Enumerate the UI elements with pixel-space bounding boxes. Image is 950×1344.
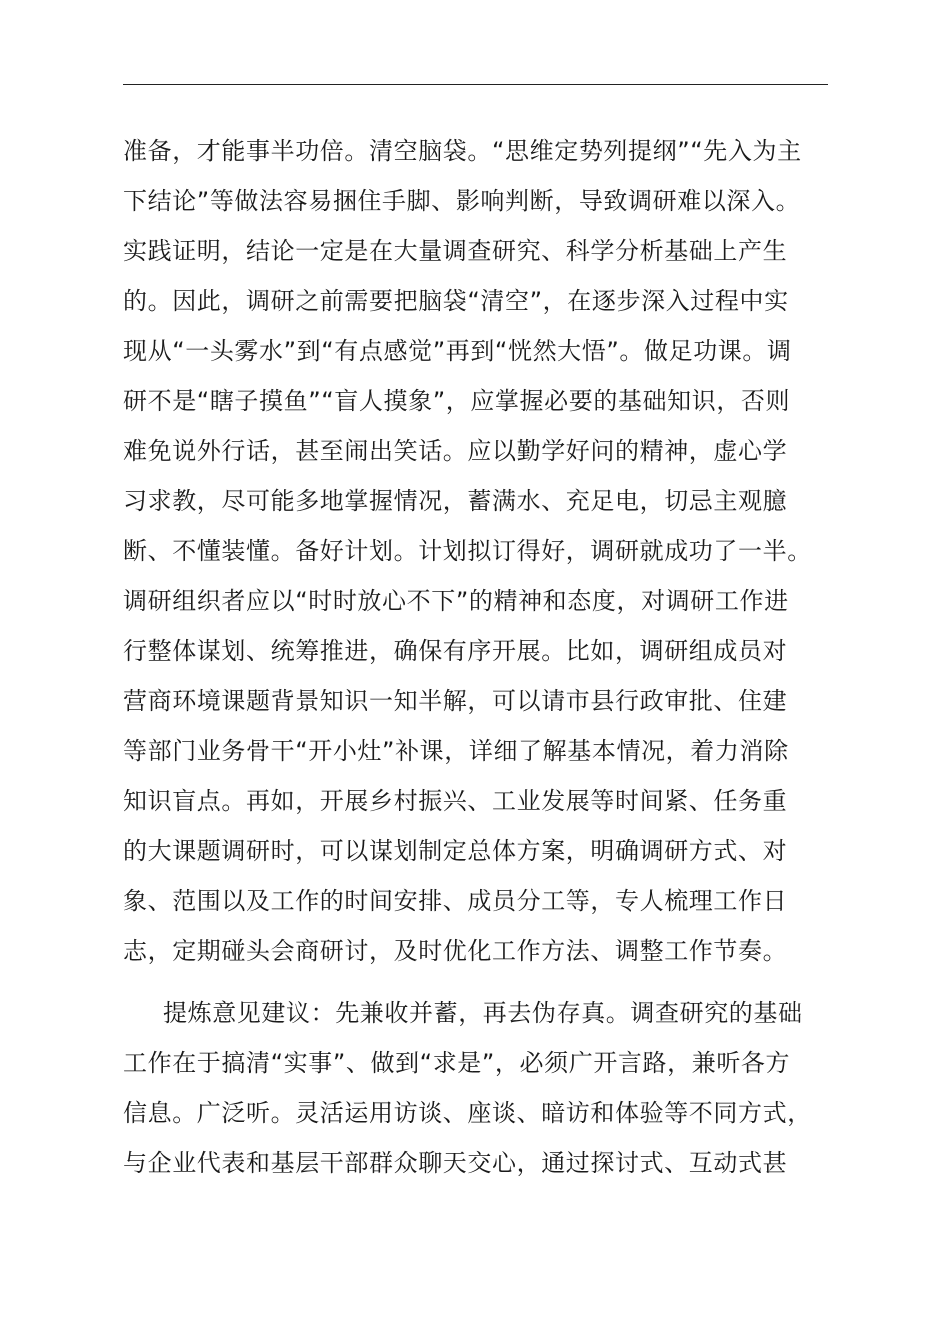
text-line: 准备，才能事半功倍。清空脑袋。“思维定势列提纲”“先入为主 <box>123 137 802 165</box>
paragraph-2 <box>123 988 853 1188</box>
text-line-indented: 提炼意见建议：先兼收并蓄，再去伪存真。调查研究的基础 <box>163 999 803 1027</box>
text-line: 行整体谋划、统筹推进，确保有序开展。比如，调研组成员对 <box>123 637 788 665</box>
text-line: 调研组织者应以“时时放心不下”的精神和态度，对调研工作进 <box>123 587 789 615</box>
text-line: 下结论”等做法容易捆住手脚、影响判断，导致调研难以深入。 <box>123 187 801 215</box>
text-line: 研不是“瞎子摸鱼”“盲人摸象”，应掌握必要的基础知识，否则 <box>123 387 791 415</box>
document-body <box>123 126 853 1188</box>
text-line: 志，定期碰头会商研讨，及时优化工作方法、调整工作节奏。 <box>123 937 788 965</box>
header-rule <box>123 84 828 85</box>
text-line: 营商环境课题背景知识一知半解，可以请市县行政审批、住建 <box>123 687 788 715</box>
text-line: 等部门业务骨干“开小灶”补课，详细了解基本情况，着力消除 <box>123 737 789 765</box>
text-line: 现从“一头雾水”到“有点感觉”再到“恍然大悟”。做足功课。调 <box>123 337 792 365</box>
paragraph-1 <box>123 126 853 976</box>
text-line: 的。因此，调研之前需要把脑袋“清空”，在逐步深入过程中实 <box>123 287 789 315</box>
text-line: 信息。广泛听。灵活运用访谈、座谈、暗访和体验等不同方式， <box>123 1099 812 1127</box>
text-line: 知识盲点。再如，开展乡村振兴、工业发展等时间紧、任务重 <box>123 787 788 815</box>
text-line: 习求教，尽可能多地掌握情况，蓄满水、充足电，切忌主观臆 <box>123 487 788 515</box>
text-line: 与企业代表和基层干部群众聊天交心，通过探讨式、互动式甚 <box>123 1149 788 1177</box>
paragraph-gap <box>123 976 853 988</box>
text-line: 断、不懂装懂。备好计划。计划拟订得好，调研就成功了一半。 <box>123 537 812 565</box>
text-line: 工作在于搞清“实事”、做到“求是”，必须广开言路，兼听各方 <box>123 1049 791 1077</box>
text-line: 难免说外行话，甚至闹出笑话。应以勤学好问的精神，虚心学 <box>123 437 788 465</box>
text-line: 象、范围以及工作的时间安排、成员分工等，专人梳理工作日 <box>123 887 788 915</box>
text-line: 实践证明，结论一定是在大量调查研究、科学分析基础上产生 <box>123 237 788 265</box>
text-line: 的大课题调研时，可以谋划制定总体方案，明确调研方式、对 <box>123 837 788 865</box>
